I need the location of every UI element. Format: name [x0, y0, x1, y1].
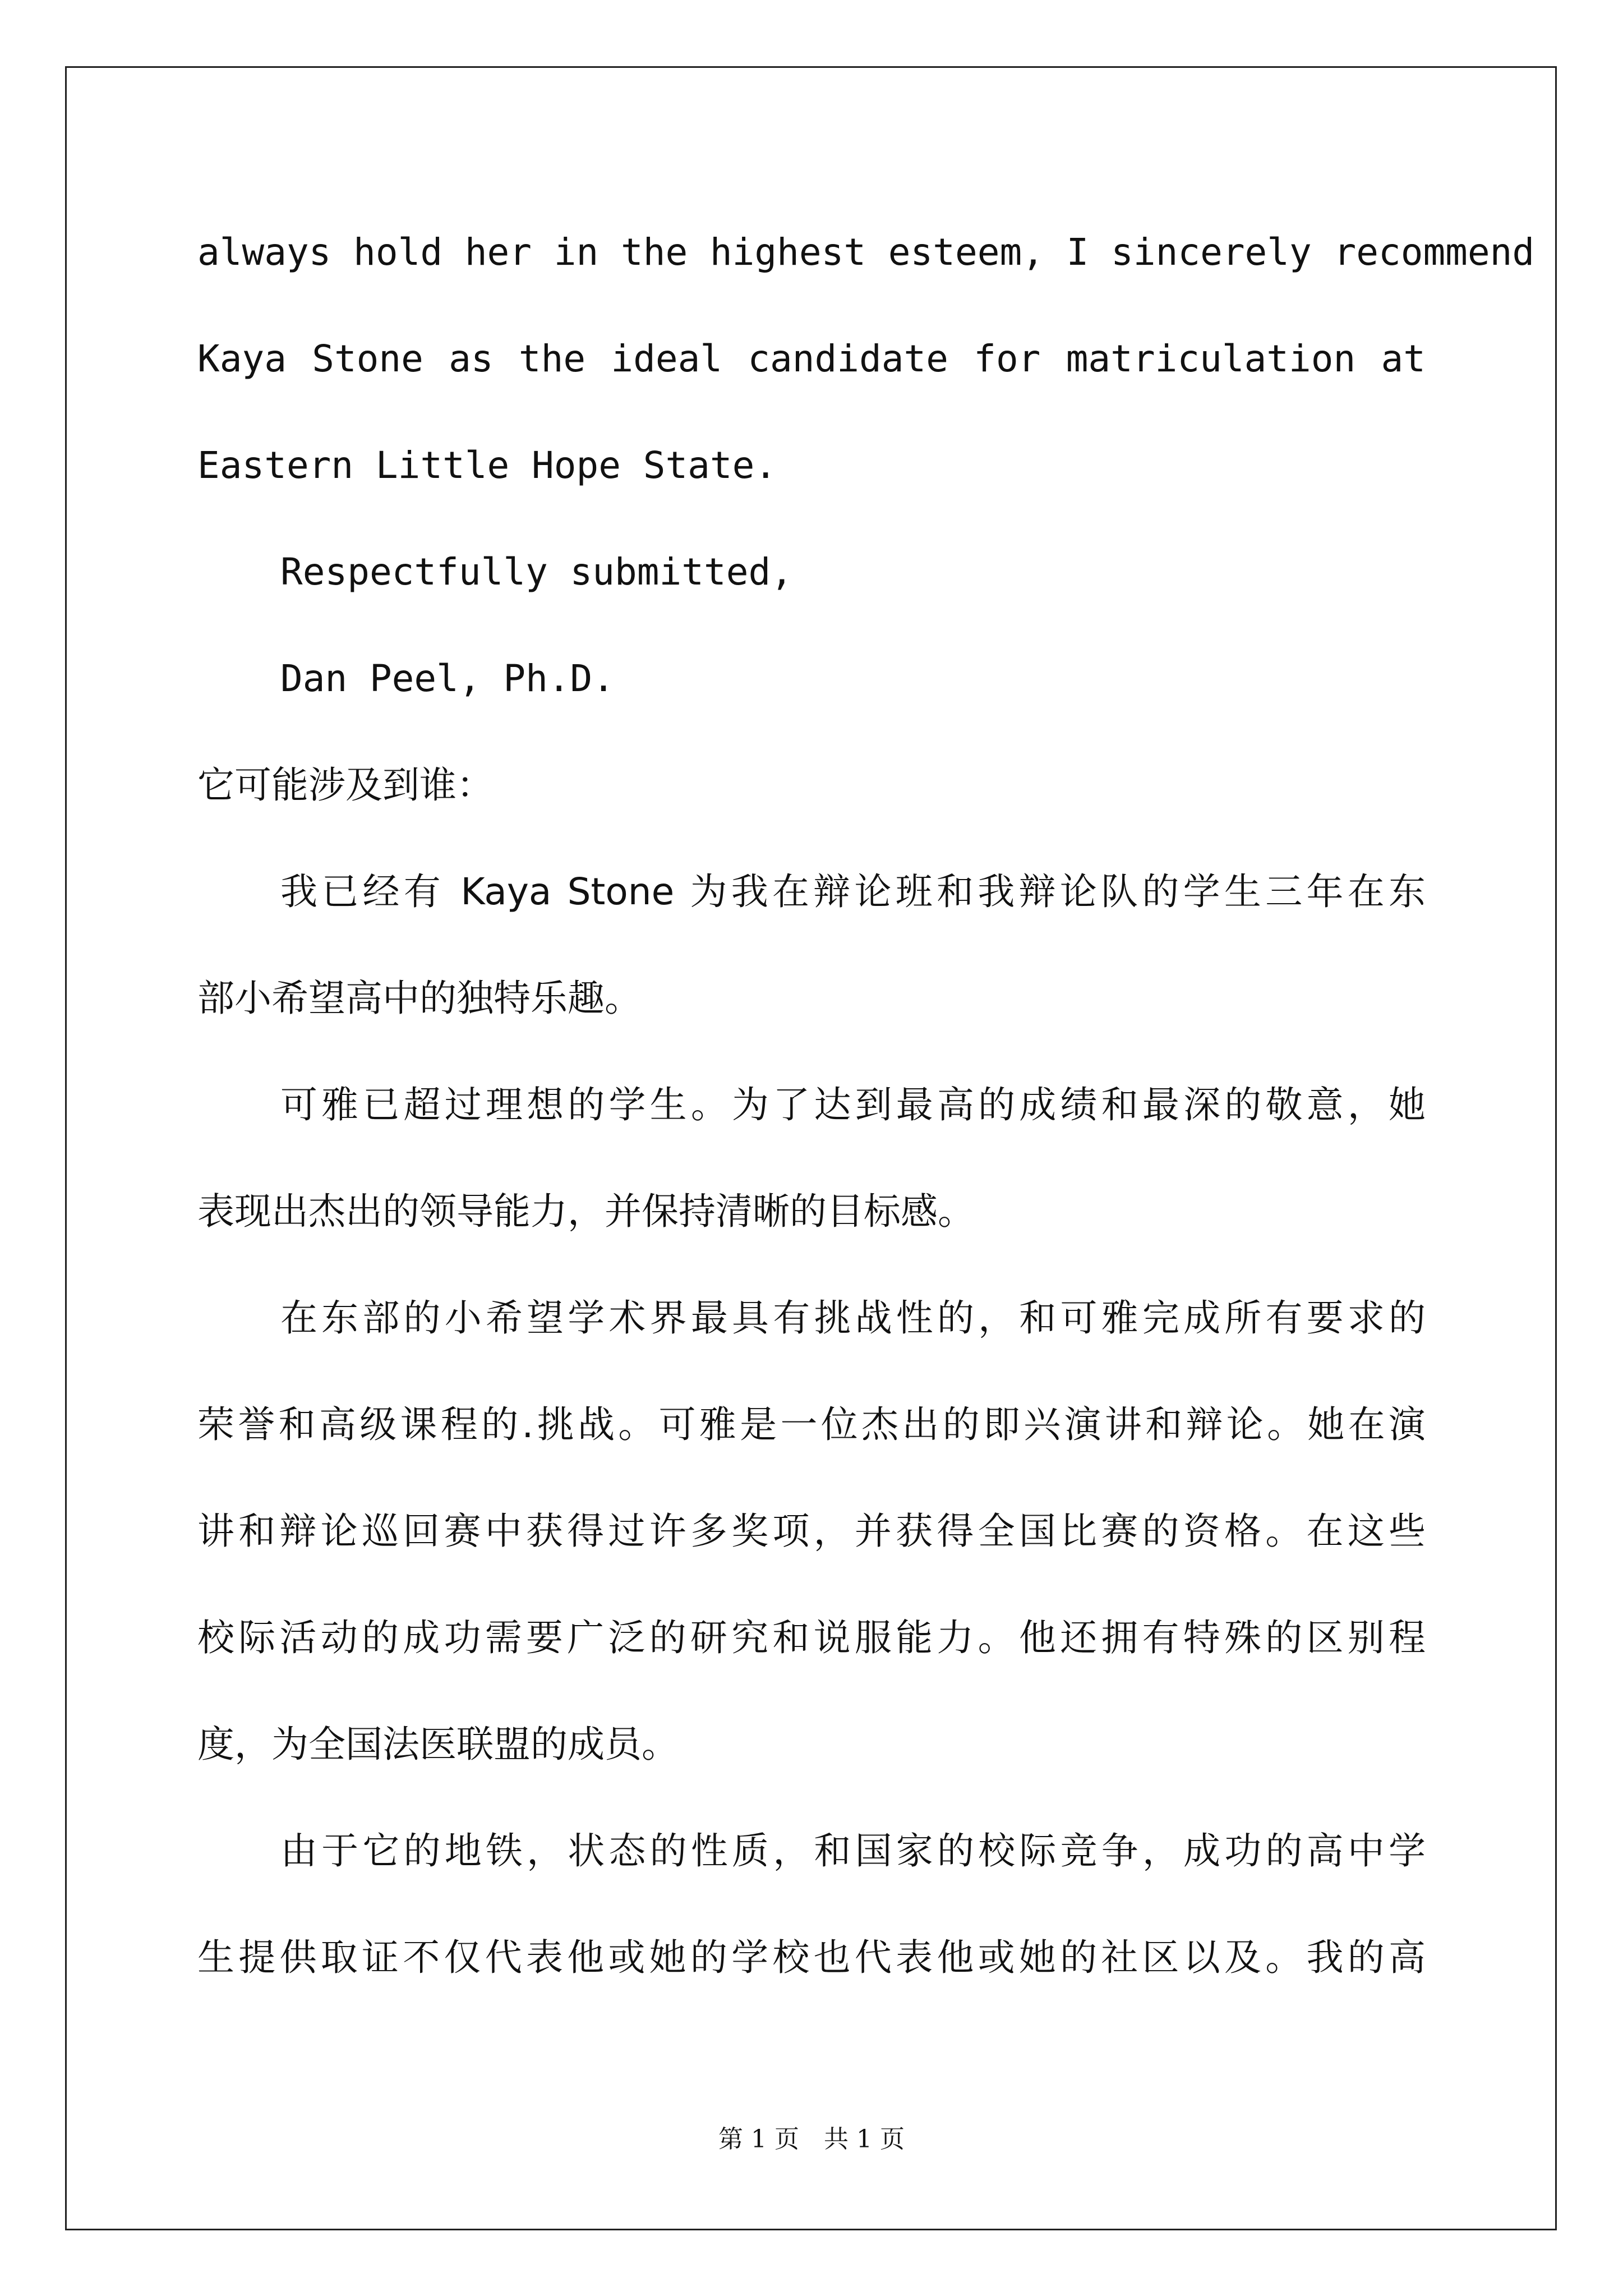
english-line-3: Eastern Little Hope State.: [197, 444, 777, 487]
paragraph-1-line-2: 部小希望高中的独特乐趣。: [197, 977, 642, 1020]
salutation: 它可能涉及到谁：: [197, 763, 494, 807]
english-line-2: Kaya Stone as the ideal candidate for matriculation at: [197, 337, 1426, 380]
page-border: [65, 66, 1557, 2230]
paragraph-2-line-2: 表现出杰出的领导能力，并保持清晰的目标感。: [197, 1190, 975, 1233]
paragraph-3-line-3: 讲和辩论巡回赛中获得过许多奖项，并获得全国比赛的资格。在这些: [197, 1510, 1426, 1553]
paragraph-3-line-1: 在东部的小希望学术界最具有挑战性的，和可雅完成所有要求的: [280, 1296, 1426, 1340]
paragraph-3-line-2: 荣誉和高级课程的.挑战。可雅是一位杰出的即兴演讲和辩论。她在演: [197, 1403, 1426, 1446]
page-footer: [0, 2123, 1623, 2156]
paragraph-3-line-5: 度，为全国法医联盟的成员。: [197, 1723, 679, 1766]
page-total: 共 1 页: [824, 2125, 905, 2154]
page-number: 第 1 页: [718, 2125, 799, 2154]
signature: Dan Peel, Ph.D.: [280, 657, 615, 700]
paragraph-1-line-1: 我已经有 Kaya Stone 为我在辩论班和我辩论队的学生三年在东: [280, 870, 1426, 913]
closing: Respectfully submitted,: [280, 550, 793, 593]
paragraph-3-line-4: 校际活动的成功需要广泛的研究和说服能力。他还拥有特殊的区别程: [197, 1616, 1426, 1659]
paragraph-4-line-1: 由于它的地铁，状态的性质，和国家的校际竞争，成功的高中学: [280, 1829, 1426, 1872]
paragraph-2-line-1: 可雅已超过理想的学生。为了达到最高的成绩和最深的敬意，她: [280, 1083, 1426, 1126]
english-line-1: always hold her in the highest esteem, I sincerely recommend: [197, 231, 1535, 274]
paragraph-4-line-2: 生提供取证不仅代表他或她的学校也代表他或她的社区以及。我的高: [197, 1936, 1426, 1979]
